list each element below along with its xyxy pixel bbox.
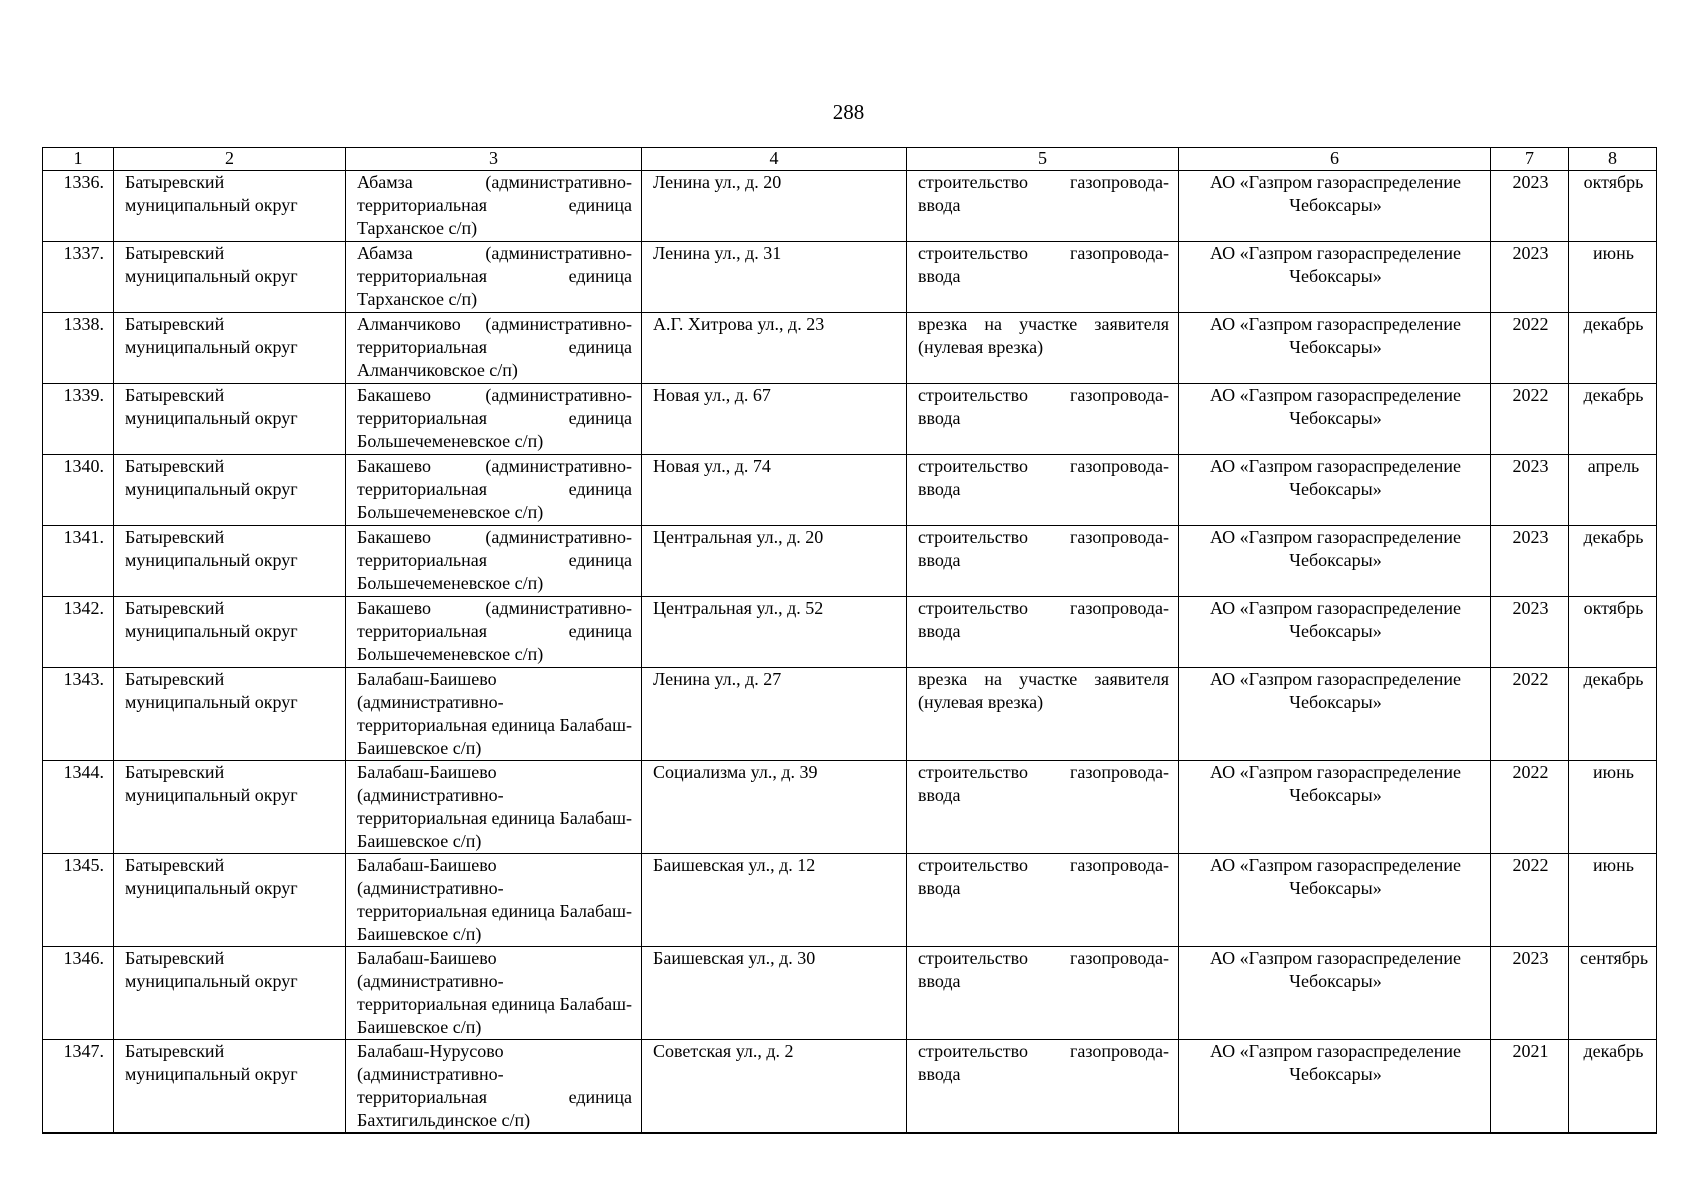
month-cell: декабрь bbox=[1569, 526, 1657, 597]
year-cell: 2022 bbox=[1491, 854, 1569, 947]
locality-cell: Абамза (административно-территориальная единица Тарханское с/п) bbox=[346, 171, 642, 242]
table-row bbox=[43, 947, 1657, 1040]
month-cell: октябрь bbox=[1569, 597, 1657, 668]
work-type-cell: врезка на участке заявителя (нулевая врезка) bbox=[907, 313, 1179, 384]
table-row bbox=[43, 313, 1657, 384]
address-cell: Новая ул., д. 74 bbox=[642, 455, 907, 526]
locality-cell: Балабаш-Баишево (административно-территориальная единица Балабаш-Баишевское с/п) bbox=[346, 854, 642, 947]
year-cell: 2022 bbox=[1491, 761, 1569, 854]
organization-cell: АО «Газпром газораспределение Чебоксары» bbox=[1179, 668, 1491, 761]
column-header: 4 bbox=[642, 148, 907, 171]
locality-cell: Абамза (административно-территориальная единица Тарханское с/п) bbox=[346, 242, 642, 313]
year-cell: 2023 bbox=[1491, 526, 1569, 597]
row-number: 1337. bbox=[43, 242, 114, 313]
address-cell: Ленина ул., д. 20 bbox=[642, 171, 907, 242]
column-header: 2 bbox=[114, 148, 346, 171]
month-cell: апрель bbox=[1569, 455, 1657, 526]
month-cell: декабрь bbox=[1569, 313, 1657, 384]
work-type-cell: строительство газопровода-ввода bbox=[907, 947, 1179, 1040]
column-header: 6 bbox=[1179, 148, 1491, 171]
address-cell: Центральная ул., д. 52 bbox=[642, 597, 907, 668]
year-cell: 2023 bbox=[1491, 171, 1569, 242]
district-cell: Батыревский муниципальный округ bbox=[114, 242, 346, 313]
month-cell: июнь bbox=[1569, 242, 1657, 313]
address-cell: Социализма ул., д. 39 bbox=[642, 761, 907, 854]
address-cell: Ленина ул., д. 31 bbox=[642, 242, 907, 313]
district-cell: Батыревский муниципальный округ bbox=[114, 526, 346, 597]
year-cell: 2022 bbox=[1491, 313, 1569, 384]
table-body bbox=[43, 171, 1657, 1134]
work-type-cell: строительство газопровода-ввода bbox=[907, 597, 1179, 668]
work-type-cell: строительство газопровода-ввода bbox=[907, 761, 1179, 854]
district-cell: Батыревский муниципальный округ bbox=[114, 1040, 346, 1134]
year-cell: 2023 bbox=[1491, 947, 1569, 1040]
month-cell: декабрь bbox=[1569, 384, 1657, 455]
district-cell: Батыревский муниципальный округ bbox=[114, 384, 346, 455]
address-cell: Новая ул., д. 67 bbox=[642, 384, 907, 455]
row-number: 1342. bbox=[43, 597, 114, 668]
row-number: 1344. bbox=[43, 761, 114, 854]
locality-cell: Балабаш-Нурусово (административно-территориальная единица Бахтигильдинское с/п) bbox=[346, 1040, 642, 1134]
data-table bbox=[42, 147, 1657, 1134]
district-cell: Батыревский муниципальный округ bbox=[114, 854, 346, 947]
month-cell: декабрь bbox=[1569, 668, 1657, 761]
organization-cell: АО «Газпром газораспределение Чебоксары» bbox=[1179, 455, 1491, 526]
organization-cell: АО «Газпром газораспределение Чебоксары» bbox=[1179, 854, 1491, 947]
address-cell: Ленина ул., д. 27 bbox=[642, 668, 907, 761]
year-cell: 2023 bbox=[1491, 455, 1569, 526]
month-cell: декабрь bbox=[1569, 1040, 1657, 1134]
organization-cell: АО «Газпром газораспределение Чебоксары» bbox=[1179, 242, 1491, 313]
row-number: 1346. bbox=[43, 947, 114, 1040]
address-cell: Советская ул., д. 2 bbox=[642, 1040, 907, 1134]
row-number: 1347. bbox=[43, 1040, 114, 1134]
work-type-cell: строительство газопровода-ввода bbox=[907, 1040, 1179, 1134]
district-cell: Батыревский муниципальный округ bbox=[114, 455, 346, 526]
work-type-cell: врезка на участке заявителя (нулевая врезка) bbox=[907, 668, 1179, 761]
address-cell: А.Г. Хитрова ул., д. 23 bbox=[642, 313, 907, 384]
table-row bbox=[43, 526, 1657, 597]
work-type-cell: строительство газопровода-ввода bbox=[907, 171, 1179, 242]
organization-cell: АО «Газпром газораспределение Чебоксары» bbox=[1179, 761, 1491, 854]
table-row bbox=[43, 854, 1657, 947]
locality-cell: Бакашево (административно-территориальная единица Большечеменевское с/п) bbox=[346, 455, 642, 526]
column-header: 7 bbox=[1491, 148, 1569, 171]
work-type-cell: строительство газопровода-ввода bbox=[907, 242, 1179, 313]
column-header: 1 bbox=[43, 148, 114, 171]
row-number: 1345. bbox=[43, 854, 114, 947]
row-number: 1336. bbox=[43, 171, 114, 242]
organization-cell: АО «Газпром газораспределение Чебоксары» bbox=[1179, 313, 1491, 384]
address-cell: Центральная ул., д. 20 bbox=[642, 526, 907, 597]
year-cell: 2021 bbox=[1491, 1040, 1569, 1134]
year-cell: 2022 bbox=[1491, 668, 1569, 761]
address-cell: Баишевская ул., д. 30 bbox=[642, 947, 907, 1040]
organization-cell: АО «Газпром газораспределение Чебоксары» bbox=[1179, 597, 1491, 668]
table-row bbox=[43, 242, 1657, 313]
row-number: 1340. bbox=[43, 455, 114, 526]
column-header: 3 bbox=[346, 148, 642, 171]
district-cell: Батыревский муниципальный округ bbox=[114, 761, 346, 854]
row-number: 1339. bbox=[43, 384, 114, 455]
row-number: 1341. bbox=[43, 526, 114, 597]
header-row bbox=[43, 148, 1657, 171]
district-cell: Батыревский муниципальный округ bbox=[114, 597, 346, 668]
table-row bbox=[43, 761, 1657, 854]
locality-cell: Балабаш-Баишево (административно-территориальная единица Балабаш-Баишевское с/п) bbox=[346, 761, 642, 854]
column-header: 5 bbox=[907, 148, 1179, 171]
work-type-cell: строительство газопровода-ввода bbox=[907, 455, 1179, 526]
table-row bbox=[43, 171, 1657, 242]
organization-cell: АО «Газпром газораспределение Чебоксары» bbox=[1179, 171, 1491, 242]
table-row bbox=[43, 455, 1657, 526]
row-number: 1338. bbox=[43, 313, 114, 384]
table-row bbox=[43, 1040, 1657, 1134]
year-cell: 2022 bbox=[1491, 384, 1569, 455]
organization-cell: АО «Газпром газораспределение Чебоксары» bbox=[1179, 526, 1491, 597]
district-cell: Батыревский муниципальный округ bbox=[114, 171, 346, 242]
locality-cell: Бакашево (административно-территориальная единица Большечеменевское с/п) bbox=[346, 597, 642, 668]
work-type-cell: строительство газопровода-ввода bbox=[907, 854, 1179, 947]
locality-cell: Бакашево (административно-территориальная единица Большечеменевское с/п) bbox=[346, 384, 642, 455]
organization-cell: АО «Газпром газораспределение Чебоксары» bbox=[1179, 1040, 1491, 1134]
district-cell: Батыревский муниципальный округ bbox=[114, 947, 346, 1040]
locality-cell: Балабаш-Баишево (административно-территориальная единица Балабаш-Баишевское с/п) bbox=[346, 947, 642, 1040]
locality-cell: Балабаш-Баишево (административно-территориальная единица Балабаш-Баишевское с/п) bbox=[346, 668, 642, 761]
locality-cell: Бакашево (административно-территориальная единица Большечеменевское с/п) bbox=[346, 526, 642, 597]
address-cell: Баишевская ул., д. 12 bbox=[642, 854, 907, 947]
table-row bbox=[43, 597, 1657, 668]
table-row bbox=[43, 384, 1657, 455]
month-cell: июнь bbox=[1569, 761, 1657, 854]
month-cell: июнь bbox=[1569, 854, 1657, 947]
work-type-cell: строительство газопровода-ввода bbox=[907, 384, 1179, 455]
district-cell: Батыревский муниципальный округ bbox=[114, 313, 346, 384]
organization-cell: АО «Газпром газораспределение Чебоксары» bbox=[1179, 947, 1491, 1040]
organization-cell: АО «Газпром газораспределение Чебоксары» bbox=[1179, 384, 1491, 455]
table-row bbox=[43, 668, 1657, 761]
month-cell: октябрь bbox=[1569, 171, 1657, 242]
locality-cell: Алманчиково (административно-территориальная единица Алманчиковское с/п) bbox=[346, 313, 642, 384]
year-cell: 2023 bbox=[1491, 597, 1569, 668]
column-header: 8 bbox=[1569, 148, 1657, 171]
district-cell: Батыревский муниципальный округ bbox=[114, 668, 346, 761]
month-cell: сентябрь bbox=[1569, 947, 1657, 1040]
year-cell: 2023 bbox=[1491, 242, 1569, 313]
row-number: 1343. bbox=[43, 668, 114, 761]
work-type-cell: строительство газопровода-ввода bbox=[907, 526, 1179, 597]
page-number: 288 bbox=[832, 100, 865, 124]
